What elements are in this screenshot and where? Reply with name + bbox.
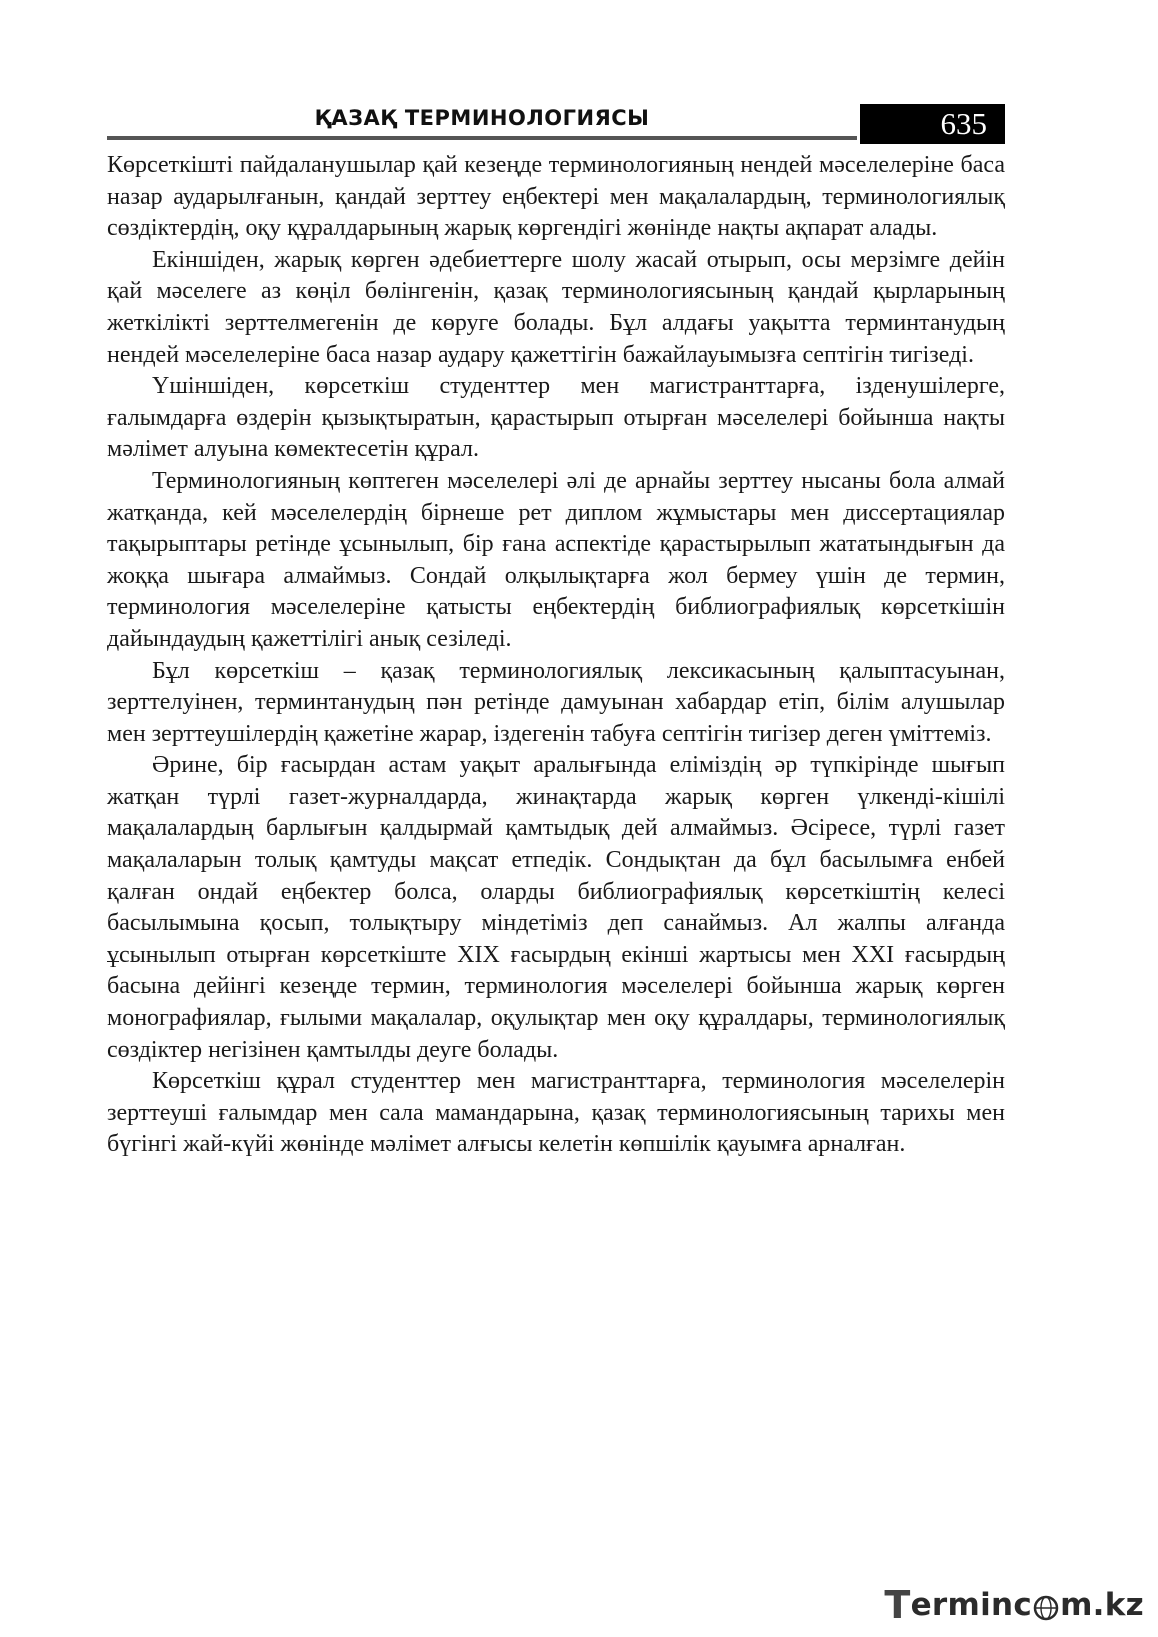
paragraph-1: Көрсеткішті пайдаланушылар қай кезеңде терминологияның нендей мәселелеріне баса назар аударылғанын, қандай зерттеу еңбектері мен мақалалардың, терминологиялық сөздіктердің, оқу құралдарының жарық көргендігі жөнінде нақты ақпарат алады. [107,152,1005,242]
paragraph-5: Бұл көрсеткіш – қазақ терминологиялық лексикасының қалыптасуынан, зерттелуінен, терминтанудың пән ретінде дамуынан хабардар етіп, білім алушылар мен зерттеушілердің қажетіне жарар, іздегенін табуға септігін тигізер деген үміттеміз. [107,657,1005,747]
termincom-watermark [884,1585,1144,1625]
paragraph-4: Терминологияның көптеген мәселелері әлі де арнайы зерттеу нысаны бола алмай жатқанда, кей мәселелердің бірнеше рет диплом жұмыстары мен диссертациялар тақырыптары ретінде ұсынылып, бір ғана аспектіде қарастырылып жататындығын да жоққа шығара алмаймыз. Сондай олқылықтарға жол бермеу үшін де термин, терминология мәселелеріне қатысты еңбектердің библиографиялық көрсеткішін дайындаудың қажеттілігі анық сезіледі. [107,467,1005,652]
paragraph-6: Әрине, бір ғасырдан астам уақыт аралығында еліміздің әр түпкірінде шығып жатқан түрлі газет-журналдарда, жинақтарда жарық көрген үлкенді-кішілі мақалалардың барлығын қалдырмай қамтыдық дей алмаймыз. Әсіресе, түрлі газет мақалаларын толық қамтуды мақсат етпедік. Сондықтан да бұл басылымға енбей қалған ондай еңбектер болса, оларды библиографиялық көрсеткіштің келесі басылымына қосып, толықтыру міндетіміз деп санаймыз. Ал жалпы алғанда ұсынылып отырған көрсеткіште XIX ғасырдың екінші жартысы мен XXI ғасырдың басына дейінгі кезеңде термин, терминология мәселелері бойынша жарық көрген монографиялар, ғылыми мақалалар, оқулықтар мен оқу құралдары, терминологиялық сөздіктер негізінен қамтылды деуге болады. [107,752,1005,1063]
globe-icon [1033,1593,1059,1619]
paragraph-2: Екіншіден, жарық көрген әдебиеттерге шолу жасай отырып, осы мерзімге дейін қай мәселеге аз көңіл бөлінгенін, қазақ терминологиясының қандай қырларының жеткілікті зерттелмегенін де көруге болады. Бұл алдағы уақытта терминтанудың нендей мәселелеріне баса назар аудару қажеттігін бажайлауымызға септігін тигізеді. [107,246,1005,368]
header-rule [107,136,857,140]
page-header [107,104,1005,146]
running-head-title: ҚАЗАҚ ТЕРМИНОЛОГИЯСЫ [314,106,650,130]
body-text [107,150,1005,1161]
watermark-letter-t: T [884,1583,911,1627]
page-number: 635 [860,104,1005,144]
watermark-text-part2: m.kz [1060,1587,1144,1623]
paragraph-3: Үшіншіден, көрсеткіш студенттер мен магистранттарға, ізденушілерге, ғалымдарға өздерін қызықтыратын, қарастырып отырған мәселелері бойынша нақты мәлімет алуына көмектесетін құрал. [107,373,1005,463]
paragraph-7: Көрсеткіш құрал студенттер мен магистранттарға, терминология мәселелерін зерттеуші ғалымдар мен сала мамандарына, қазақ терминологиясының тарихы мен бүгінгі жай-күйі жөнінде мәлімет алғысы келетін көпшілік қауымға арналған. [107,1068,1005,1158]
watermark-text-part1: erminc [910,1587,1033,1623]
